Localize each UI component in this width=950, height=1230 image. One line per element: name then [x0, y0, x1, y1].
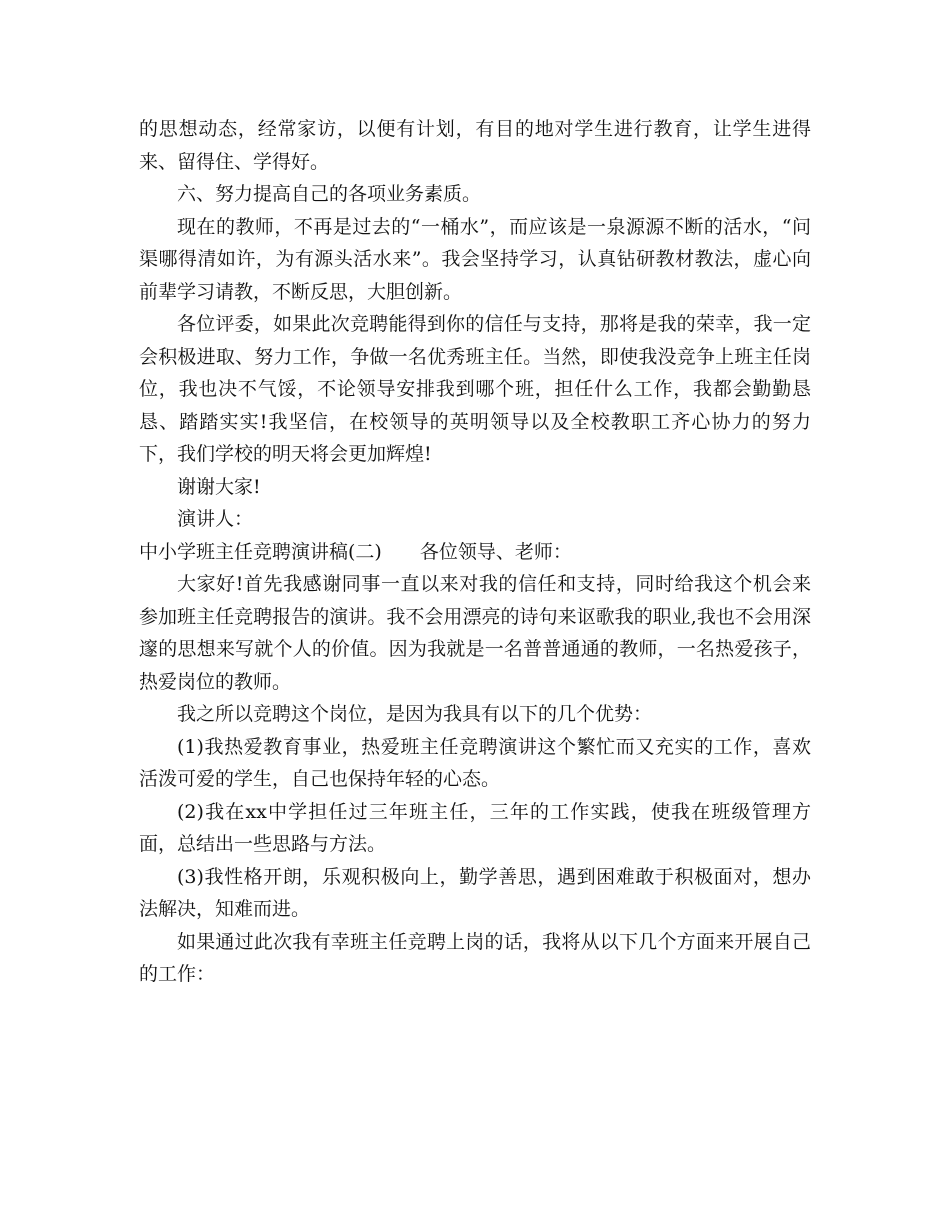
salutation: 各位领导、老师： — [419, 540, 572, 563]
paragraph: 大家好!首先我感谢同事一直以来对我的信任和支持，同时给我这个机会来参加班主任竞聘报告的演讲。我不会用漂亮的诗句来讴歌我的职业,我也不会用深邃的思想来写就个人的价值。因为我就是一名普普通通的教师，一名热爱孩子，热爱岗位的教师。 — [139, 573, 811, 693]
list-item: (3)我性格开朗，乐观积极向上，勤学善思，遇到困难敢于积极面对，想办法解决，知难而进。 — [139, 865, 811, 920]
paragraph: 谢谢大家! — [177, 475, 261, 498]
list-item: (1)我热爱教育事业，热爱班主任竞聘演讲这个繁忙而又充实的工作，喜欢活泼可爱的学生，自己也保持年轻的心态。 — [139, 735, 811, 790]
paragraph: 如果通过此次我有幸班主任竞聘上岗的话，我将从以下几个方面来开展自己的工作： — [139, 930, 811, 985]
paragraph: 各位评委，如果此次竞聘能得到你的信任与支持，那将是我的荣幸，我一定会积极进取、努力工作，争做一名优秀班主任。当然，即使我没竞争上班主任岗位，我也决不气馁，不论领导安排我到哪个班，担任什么工作，我都会勤勤恳恳、踏踏实实!我坚信，在校领导的英明领导以及全校教职工齐心协力的努力下，我们学校的明天将会更加辉煌! — [139, 313, 811, 465]
paragraph: 六、努力提高自己的各项业务素质。 — [177, 183, 482, 205]
section-title: 中小学班主任竞聘演讲稿(二) — [139, 540, 382, 563]
paragraph: 现在的教师，不再是过去的“一桶水”，而应该是一泉源源不断的活水，“问渠哪得清如许，为有源头活水来”。我会坚持学习，认真钻研教材教法，虚心向前辈学习请教，不断反思，大胆创新。 — [139, 215, 811, 303]
list-item: (2)我在xx中学担任过三年班主任，三年的工作实践，使我在班级管理方面，总结出一些思路与方法。 — [139, 800, 811, 855]
paragraph: 的思想动态，经常家访，以便有计划，有目的地对学生进行教育，让学生进得来、留得住、学得好。 — [139, 118, 811, 173]
document-body — [139, 113, 811, 991]
paragraph: 我之所以竞聘这个岗位，是因为我具有以下的几个优势： — [177, 703, 653, 725]
paragraph: 演讲人： — [177, 508, 254, 530]
section-heading — [139, 536, 811, 569]
